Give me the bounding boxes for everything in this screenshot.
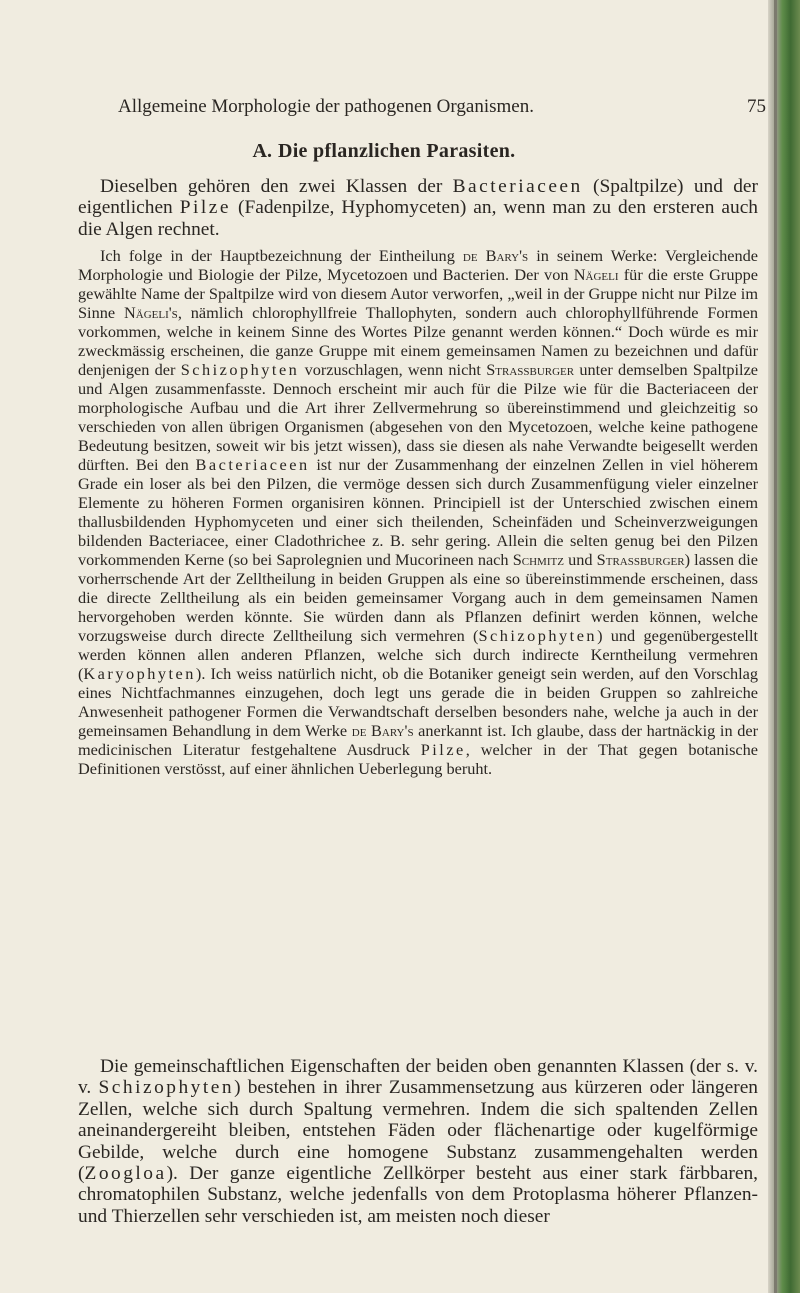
running-title: Allgemeine Morphologie der pathogenen Organismen.	[118, 96, 534, 117]
intro-paragraph: Dieselben gehören den zwei Klassen der Bacteriaceen (Spaltpilze) und der eigentlichen Pilze (Fadenpilze, Hyphomyceten) an, wenn man zu den ersteren auch die Algen rechnet.	[78, 176, 758, 240]
page-number: 75	[747, 96, 766, 117]
body-paragraph: Die gemeinschaftlichen Eigenschaften der beiden oben genannten Klassen (der s. v. v. Schizophyten) bestehen in ihrer Zusammensetzung aus kürzeren oder längeren Zellen, welche sich durch Spaltung vermehren. Indem die sich spaltenden Zellen aneinandergereiht bleiben, entstehen Fäden oder flächenartige oder kugelförmige Gebilde, welche durch eine homogene Substanz zusammengehalten werden (Zoogloa). Der ganze eigentliche Zellkörper besteht aus einer stark färbbaren, chromatophilen Substanz, welche jedenfalls von dem Protoplasma höherer Pflanzen- und Thierzellen sehr verschieden ist, am meisten noch dieser	[78, 1056, 758, 1227]
running-header	[118, 96, 766, 120]
book-binding-edge	[768, 0, 800, 1293]
section-heading	[0, 140, 768, 163]
section-title-text: Die pflanzlichen Parasiten.	[277, 140, 516, 162]
footnote-paragraph: Ich folge in der Hauptbezeichnung der Eintheilung de Bary's in seinem Werke: Vergleichende Morphologie und Biologie der Pilze, Mycetozoen und Bacterien. Der von Nägeli für die erste Gruppe gewählte Name der Spaltpilze wird von diesem Autor verworfen, „weil in der Gruppe nicht nur Pilze im Sinne Nägeli's, nämlich chlorophyllfreie Thallophyten, sondern auch chlorophyllführende Formen vorkommen, welche in keinem Sinne des Wortes Pilze genannt werden können.“ Doch würde es mir zweckmässig erscheinen, die ganze Gruppe mit einem gemeinsamen Namen zu bezeichnen und dafür denjenigen der Schizophyten vorzuschlagen, wenn nicht Strassburger unter demselben Spaltpilze und Algen zusammenfasste. Dennoch erscheint mir auch für die Pilze wie für die Bacteriaceen der morphologische Aufbau und die Art ihrer Zellvermehrung so übereinstimmend und gleichzeitig so verschieden von allen übrigen Organismen (abgesehen von den Mycetozoen, welche keine pathogene Bedeutung besitzen, soweit wir bis jetzt wissen), dass sie diesen als nahe Verwandte beigesellt werden dürften. Bei den Bacteriaceen ist nur der Zusammenhang der einzelnen Zellen in viel höherem Grade ein loser als bei den Pilzen, die vermöge dessen sich durch Zusammenfügung vieler einzelner Elemente zu höheren Formen organisiren können. Principiell ist der Unterschied zwischen einem thallusbildenden Hyphomyceten und einer sich theilenden, Scheinfäden und Scheinverzweigungen bildenden Bacteriacee, einer Cladothrichee z. B. sehr gering. Allein die selten genug bei den Pilzen vorkommenden Kerne (so bei Saprolegnien und Mucorineen nach Schmitz und Strassburger) lassen die vorherrschende Art der Zelltheilung in beiden Gruppen als eine so übereinstimmende erscheinen, dass die directe Zelltheilung als ein beiden gemeinsamer Vorgang auch in dem gemeinsamen Namen hervorgehoben werden könnte. Sie würden dann als Pflanzen definirt werden können, welche vorzugsweise durch directe Zelltheilung sich vermehren (Schizophyten) und gegenübergestellt werden können allen anderen Pflanzen, welche sich durch indirecte Kerntheilung vermehren (Karyophyten). Ich weiss natürlich nicht, ob die Botaniker geneigt sein werden, auf den Vorschlag eines Nichtfachmannes einzugehen, doch legt uns gerade die in beiden Gruppen so zahlreiche Anwesenheit pathogener Formen die Verwandtschaft derselben besonders nahe, welche ja auch in der gemeinsamen Behandlung in dem Werke de Bary's anerkannt ist. Ich glaube, dass der hartnäckig in der medicinischen Literatur festgehaltene Ausdruck Pilze, welcher in der That gegen botanische Definitionen verstösst, auf einer ähnlichen Ueberlegung beruht.	[78, 246, 759, 779]
section-letter: A.	[252, 140, 272, 162]
